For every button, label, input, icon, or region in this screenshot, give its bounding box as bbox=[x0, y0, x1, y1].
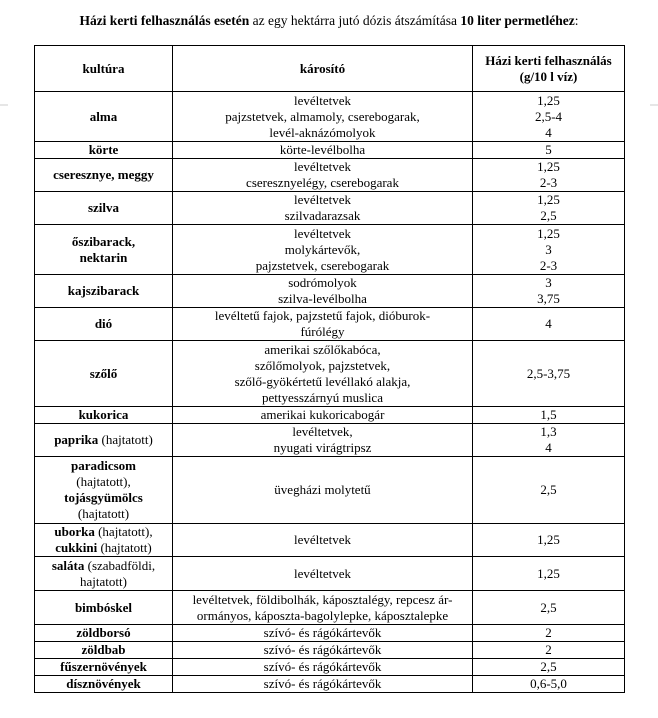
pest-line: szívó- és rágókártevők bbox=[263, 625, 382, 640]
table-row bbox=[35, 557, 625, 591]
crop-cell bbox=[35, 308, 173, 341]
crop-name: zöldborsó bbox=[76, 625, 131, 640]
crop-cell bbox=[35, 676, 173, 693]
pest-cell bbox=[173, 642, 473, 659]
pest-cell bbox=[173, 275, 473, 308]
dose-line: 1,25 bbox=[537, 192, 560, 207]
dose-cell bbox=[473, 92, 625, 142]
crop-line bbox=[38, 490, 169, 506]
dose-line: 2,5 bbox=[540, 208, 557, 223]
dose-line: 2-3 bbox=[539, 175, 558, 190]
crop-name: körte bbox=[88, 142, 119, 157]
table-row bbox=[35, 225, 625, 275]
pest-line: pajzstetvek, almamoly, cserebogarak, bbox=[225, 108, 420, 124]
crop-cell bbox=[35, 192, 173, 225]
dose-line: 5 bbox=[545, 142, 552, 157]
crop-name: paradicsom bbox=[71, 458, 136, 473]
pest-line: amerikai szőlőkabóca, bbox=[264, 341, 381, 357]
dose-line: 1,25 bbox=[537, 565, 560, 581]
crop-note: (hajtatott) bbox=[97, 540, 152, 555]
crop-line bbox=[38, 283, 169, 299]
pest-cell bbox=[173, 676, 473, 693]
crop-line bbox=[38, 316, 169, 332]
title-bold-part1: Házi kerti felhasználás esetén bbox=[79, 13, 250, 28]
pest-line: levéltetvek bbox=[293, 159, 352, 174]
dose-cell bbox=[473, 457, 625, 524]
dose-line: 2,5 bbox=[540, 659, 557, 674]
table-row bbox=[35, 424, 625, 457]
pest-line: szilva-levélbolha bbox=[278, 291, 367, 306]
table-row bbox=[35, 676, 625, 693]
dose-cell bbox=[473, 424, 625, 457]
title-normal-part: az egy hektárra jutó dózis átszámítása bbox=[249, 13, 461, 28]
crop-line bbox=[38, 642, 169, 658]
dose-cell bbox=[473, 159, 625, 192]
pest-line: szívó- és rágókártevők bbox=[263, 642, 382, 657]
pest-cell bbox=[173, 225, 473, 275]
crop-line bbox=[38, 142, 169, 158]
dose-cell bbox=[473, 192, 625, 225]
crop-note: (szabadföldi, bbox=[84, 557, 156, 573]
crop-cell bbox=[35, 642, 173, 659]
dose-line: 2,5-3,75 bbox=[526, 365, 571, 381]
pest-line: nyugati virágtripsz bbox=[273, 440, 372, 455]
pest-cell bbox=[173, 557, 473, 591]
pest-cell bbox=[173, 159, 473, 192]
dose-line: 2 bbox=[545, 625, 552, 640]
header-crop: kultúra bbox=[35, 46, 173, 92]
dose-line: 1,25 bbox=[537, 225, 560, 241]
crop-name: kajszibarack bbox=[67, 283, 140, 298]
crop-cell bbox=[35, 275, 173, 308]
pest-line: levéltetvek, földibolhák, káposztalégy, repcesz ár- bbox=[192, 591, 453, 607]
table-body bbox=[35, 92, 625, 693]
dose-cell bbox=[473, 642, 625, 659]
crop-cell bbox=[35, 407, 173, 424]
dose-line: 1,25 bbox=[537, 532, 560, 547]
crop-name: bimbóskel bbox=[74, 599, 133, 615]
crop-note: (hajtatott), bbox=[94, 524, 153, 539]
crop-line bbox=[38, 458, 169, 474]
crop-line bbox=[38, 234, 169, 250]
pest-line: levéltetvek, bbox=[292, 424, 353, 439]
pest-line: levéltetvek bbox=[293, 532, 352, 547]
dose-line: 4 bbox=[545, 124, 552, 140]
pest-cell bbox=[173, 457, 473, 524]
dose-cell bbox=[473, 557, 625, 591]
pest-line: szilvadarazsak bbox=[284, 208, 361, 223]
table-row bbox=[35, 642, 625, 659]
crop-line bbox=[38, 506, 169, 522]
dose-line: 2,5 bbox=[540, 599, 557, 615]
pest-line: levéltetvek bbox=[293, 92, 352, 108]
crop-name: cseresznye, meggy bbox=[53, 167, 154, 182]
dose-cell bbox=[473, 625, 625, 642]
dose-cell bbox=[473, 676, 625, 693]
crop-cell bbox=[35, 659, 173, 676]
document-title bbox=[0, 13, 658, 29]
crop-cell bbox=[35, 591, 173, 625]
pest-line: szívó- és rágókártevők bbox=[263, 659, 382, 674]
pest-line: levéltetvek bbox=[293, 225, 352, 241]
title-bold-part2: 10 liter permetléhez bbox=[460, 13, 575, 28]
crop-line bbox=[38, 558, 169, 574]
crop-name: zöldbab bbox=[81, 642, 126, 657]
pest-line: amerikai kukoricabogár bbox=[260, 407, 385, 422]
crop-cell bbox=[35, 142, 173, 159]
pest-cell bbox=[173, 591, 473, 625]
pest-cell bbox=[173, 424, 473, 457]
table-row bbox=[35, 659, 625, 676]
dose-line: 1,5 bbox=[540, 407, 557, 422]
pest-line: pettyesszárnyú muslica bbox=[262, 389, 383, 405]
crop-line bbox=[38, 676, 169, 692]
crop-name: paprika bbox=[54, 432, 99, 447]
table-row bbox=[35, 275, 625, 308]
header-pest: károsító bbox=[173, 46, 473, 92]
crop-line bbox=[38, 167, 169, 183]
pest-line: sodrómolyok bbox=[288, 275, 357, 290]
table-header-row bbox=[35, 46, 625, 92]
table-row bbox=[35, 142, 625, 159]
crop-line bbox=[38, 474, 169, 490]
pest-line: pajzstetvek, cserebogarak bbox=[255, 257, 390, 273]
dose-line: 2 bbox=[545, 642, 552, 657]
pest-line: levéltetvek bbox=[293, 565, 352, 581]
crop-line bbox=[38, 250, 169, 266]
pest-line: ormányos, káposzta-bagolylepke, káposztalepke bbox=[196, 607, 449, 623]
crop-name: saláta bbox=[51, 557, 85, 573]
dose-cell bbox=[473, 591, 625, 625]
dose-cell bbox=[473, 524, 625, 557]
dose-line: 4 bbox=[545, 440, 552, 455]
crop-line bbox=[38, 574, 169, 590]
table-row bbox=[35, 524, 625, 557]
crop-name: kukorica bbox=[78, 407, 129, 422]
crop-line bbox=[38, 540, 169, 556]
pest-cell bbox=[173, 192, 473, 225]
dose-line: 3 bbox=[545, 275, 552, 290]
dose-line: 1,3 bbox=[540, 424, 557, 439]
pest-line: üvegházi molytetű bbox=[274, 482, 371, 497]
crop-name: uborka bbox=[54, 524, 95, 539]
crop-note: (hajtatott), bbox=[76, 474, 131, 489]
crop-name: tojásgyümölcs bbox=[64, 490, 143, 505]
table-row bbox=[35, 407, 625, 424]
table-row bbox=[35, 308, 625, 341]
left-edge-line bbox=[0, 104, 8, 106]
pest-line: fúrólégy bbox=[300, 324, 345, 339]
dose-line: 2,5 bbox=[540, 482, 557, 497]
dose-line: 3,75 bbox=[537, 291, 560, 306]
dose-line: 1,25 bbox=[537, 92, 560, 108]
crop-line bbox=[38, 109, 169, 125]
pest-line: cseresznyelégy, cserebogarak bbox=[246, 175, 399, 190]
table-row bbox=[35, 625, 625, 642]
pest-line: levéltetvek bbox=[293, 192, 352, 207]
pest-line: molykártevők, bbox=[284, 241, 361, 257]
crop-line bbox=[38, 366, 169, 382]
pest-cell bbox=[173, 341, 473, 407]
dose-cell bbox=[473, 341, 625, 407]
dose-line: 2-3 bbox=[539, 257, 558, 273]
crop-name: szőlő bbox=[89, 365, 118, 381]
dose-cell bbox=[473, 407, 625, 424]
title-suffix: : bbox=[574, 13, 579, 28]
crop-line bbox=[38, 600, 169, 616]
crop-name: cukkini bbox=[55, 540, 98, 555]
header-dose-line2: (g/10 l víz) bbox=[519, 68, 578, 84]
crop-name: szilva bbox=[87, 200, 120, 215]
dose-cell bbox=[473, 225, 625, 275]
dose-table bbox=[34, 45, 625, 693]
crop-line bbox=[38, 524, 169, 540]
crop-note: hajtatott) bbox=[80, 573, 127, 589]
crop-cell bbox=[35, 424, 173, 457]
crop-name: őszibarack, bbox=[71, 233, 136, 249]
crop-name: dió bbox=[94, 316, 113, 331]
table-row bbox=[35, 192, 625, 225]
table-row bbox=[35, 457, 625, 524]
crop-name: alma bbox=[89, 108, 118, 124]
crop-cell bbox=[35, 159, 173, 192]
pest-line: levéltetű fajok, pajzstetű fajok, dióburok- bbox=[214, 308, 431, 323]
dose-cell bbox=[473, 308, 625, 341]
dose-line: 0,6-5,0 bbox=[530, 676, 567, 691]
dose-line: 2,5-4 bbox=[534, 108, 563, 124]
dose-cell bbox=[473, 659, 625, 676]
pest-cell bbox=[173, 524, 473, 557]
pest-line: szőlőmolyok, pajzstetvek, bbox=[254, 357, 391, 373]
crop-line bbox=[38, 659, 169, 675]
crop-note: (hajtatott) bbox=[98, 432, 153, 447]
pest-cell bbox=[173, 308, 473, 341]
crop-cell bbox=[35, 457, 173, 524]
dose-cell bbox=[473, 275, 625, 308]
pest-cell bbox=[173, 407, 473, 424]
crop-note: (hajtatott) bbox=[77, 506, 130, 521]
pest-line: levél-aknázómolyok bbox=[269, 124, 376, 140]
dose-line: 3 bbox=[545, 241, 552, 257]
crop-name: nektarin bbox=[79, 249, 128, 265]
dose-cell bbox=[473, 142, 625, 159]
crop-cell bbox=[35, 341, 173, 407]
right-edge-line bbox=[650, 104, 658, 106]
pest-line: körte-levélbolha bbox=[279, 142, 366, 157]
crop-cell bbox=[35, 524, 173, 557]
table-row bbox=[35, 341, 625, 407]
crop-line bbox=[38, 407, 169, 423]
pest-line: szőlő-gyökértetű levéllakó alakja, bbox=[234, 373, 411, 389]
crop-cell bbox=[35, 225, 173, 275]
dose-line: 1,25 bbox=[537, 159, 560, 174]
crop-name: dísznövények bbox=[66, 676, 141, 691]
pest-cell bbox=[173, 659, 473, 676]
table-row bbox=[35, 92, 625, 142]
header-dose bbox=[473, 46, 625, 92]
pest-cell bbox=[173, 625, 473, 642]
pest-cell bbox=[173, 142, 473, 159]
crop-line bbox=[38, 625, 169, 641]
crop-cell bbox=[35, 557, 173, 591]
crop-cell bbox=[35, 92, 173, 142]
pest-line: szívó- és rágókártevők bbox=[263, 676, 382, 691]
pest-cell bbox=[173, 92, 473, 142]
table-row bbox=[35, 159, 625, 192]
dose-line: 4 bbox=[545, 316, 552, 331]
crop-cell bbox=[35, 625, 173, 642]
crop-name: fűszernövények bbox=[60, 659, 147, 674]
crop-line bbox=[38, 200, 169, 216]
table-row bbox=[35, 591, 625, 625]
header-dose-line1: Házi kerti felhasználás bbox=[485, 52, 612, 68]
crop-line bbox=[38, 432, 169, 448]
